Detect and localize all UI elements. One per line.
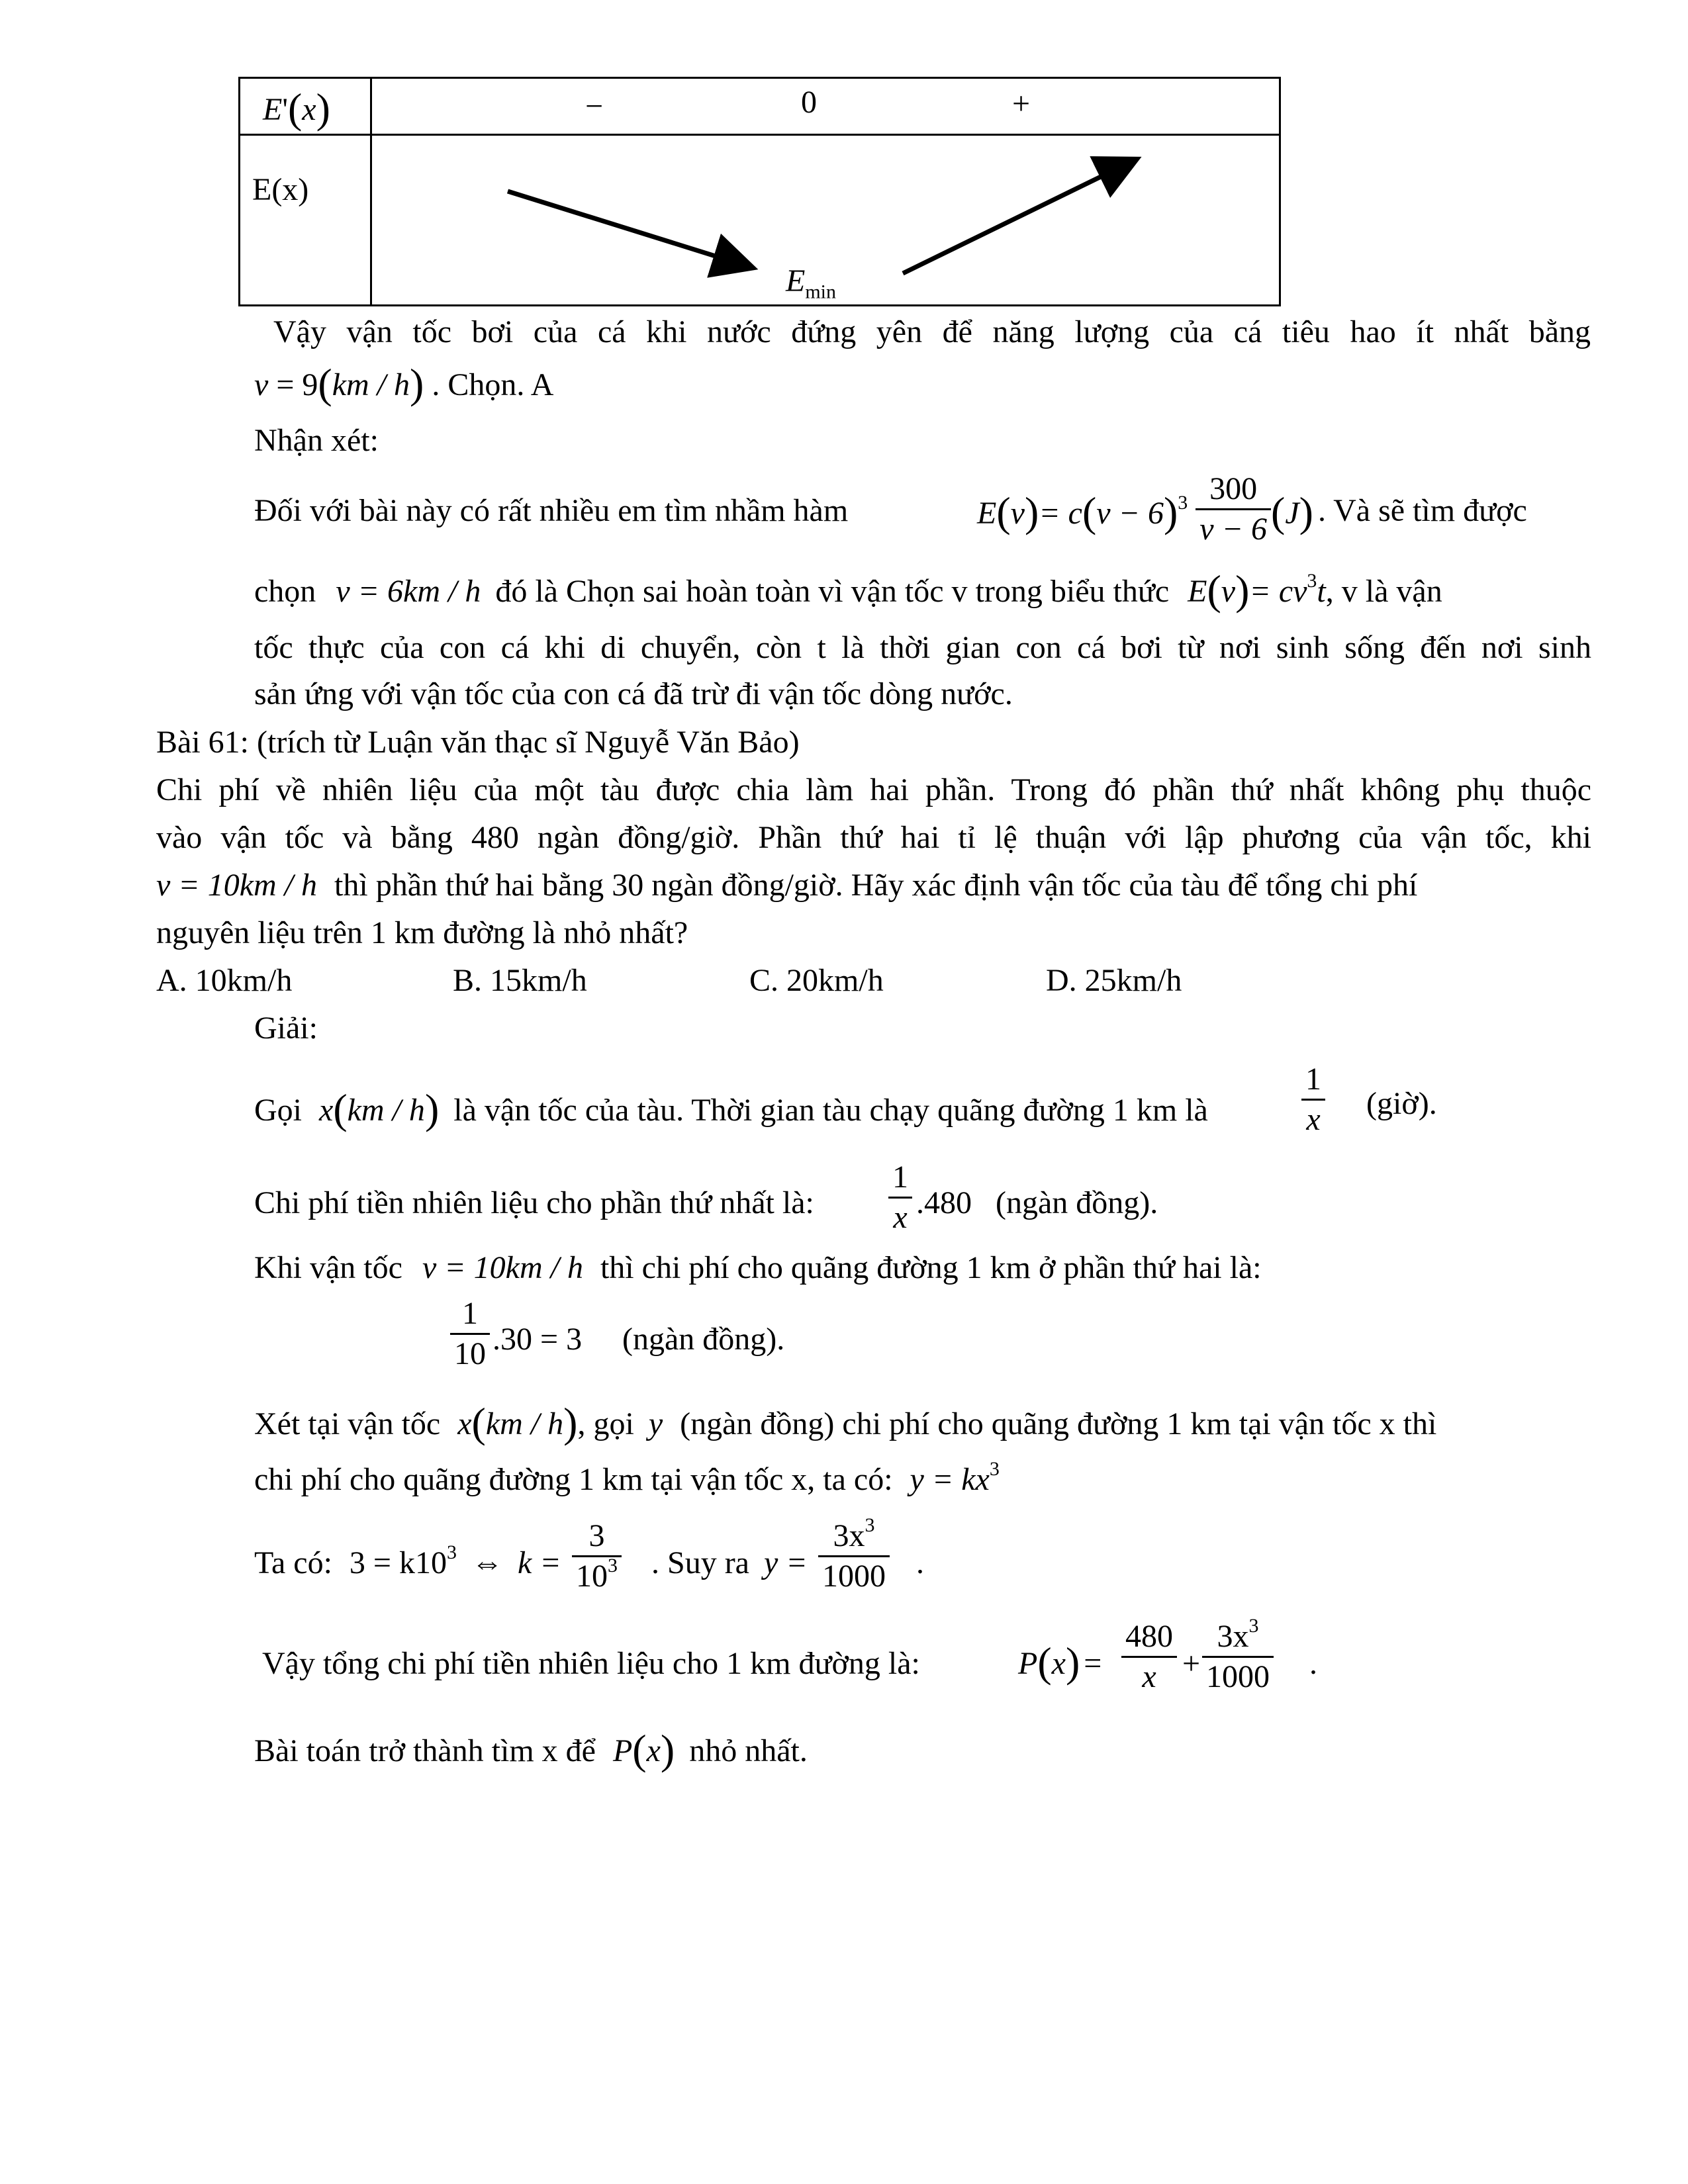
conclusion-line-2: v = 9(km / h) . Chọn. A — [254, 360, 554, 407]
solution-step-6: chi phí cho quãng đường 1 km tại vận tốc x, ta có: $y = kx^3$ — [254, 1458, 1000, 1497]
problem-title: Bài 61: (trích từ Luận văn thạc sĩ Nguyễ Văn Bảo) — [156, 725, 800, 760]
problem-line-4: nguyên liệu trên 1 km đường là nhỏ nhất? — [156, 915, 688, 950]
solution-step-9: Bài toán trở thành tìm x để P(x) nhỏ nhất. — [254, 1726, 808, 1773]
remark-line-2: chọn v = 6km / h đó là Chọn sai hoàn toàn vì vận tốc v trong biểu thức $E(v)= cv^3t$, v là vận — [254, 567, 1442, 614]
remark-title: Nhận xét: — [254, 423, 379, 458]
sign-zero: 0 — [801, 85, 817, 120]
option-b: B. 15km/h — [453, 963, 587, 998]
problem-line-2: vào vận tốc và bằng 480 ngàn đồng/giờ. Phần thứ hai tỉ lệ thuận với lập phương của vận tốc, khi — [156, 820, 1591, 855]
problem-line-3: v = 10km / h thì phần thứ hai bằng 30 ngàn đồng/giờ. Hãy xác định vận tốc của tàu để tổng chi phí — [156, 868, 1418, 903]
conclusion-line-1: Vậy vận tốc bơi của cá khi nước đứng yên để năng lượng của cá tiêu hao ít nhất bằng — [273, 314, 1591, 349]
sign-plus: + — [1012, 86, 1031, 121]
row-function-label: E(x) — [252, 172, 309, 207]
decreasing-arrow — [508, 191, 749, 267]
sign-minus: − — [585, 89, 604, 124]
increasing-arrow — [903, 161, 1133, 273]
solution-step-3: Khi vận tốc v = 10km / h thì chi phí cho quãng đường 1 km ở phần thứ hai là: — [254, 1250, 1262, 1285]
emin-label: $E_{min}$ — [786, 263, 836, 303]
solution-step-4: $\frac{1}{10}$ .30 = 3 (ngàn đồng). — [450, 1297, 1112, 1383]
solution-step-7: Ta có: $3 = k10^3$ ⇔ k = $\frac{3}{10^3}$ . Suy ra y = $\frac{3x^3}{1000}$ . — [254, 1514, 924, 1594]
option-a: A. 10km/h — [156, 963, 293, 998]
derivative-signs-cell — [371, 78, 1280, 135]
row-derivative-label-cell — [240, 78, 371, 135]
remark-line-4: sản ứng với vận tốc của con cá đã trừ đi vận tốc dòng nước. — [254, 676, 1013, 711]
option-c: C. 20km/h — [749, 963, 884, 998]
variation-table — [238, 77, 1281, 306]
solution-step-2: Chi phí tiền nhiên liệu cho phần thứ nhất là: $\frac{1}{x}$ .480 (ngàn đồng). — [254, 1160, 1158, 1236]
remark-wrong-formula: $E(v)= c(v - 6)^3$ $\frac{300}{v - 6}$ (J) — [977, 471, 1313, 547]
problem-line-1: Chi phí về nhiên liệu của một tàu được chia làm hai phần. Trong đó phần thứ nhất không phụ thuộc — [156, 772, 1591, 807]
function-variation-cell — [371, 135, 1280, 306]
row-derivative-label: E'(x) — [263, 85, 330, 132]
remark-line-1: Đối với bài này có rất nhiều em tìm nhầm hàm $E(v)= c(v - 6)^3$ $\frac{300}{v - 6}$ (J) . Và sẽ tìm được — [254, 471, 1527, 547]
solution-step-8: Vậy tổng chi phí tiền nhiên liệu cho 1 km đường là: P(x) = $\frac{480}{x}$ + $\frac{3x^3}{1000}$ . — [262, 1615, 1317, 1695]
solution-step-1: Gọi x(km / h) là vận tốc của tàu. Thời gian tàu chạy quãng đường 1 km là $\frac{1}{x}$ (giờ). — [254, 1062, 1437, 1138]
option-d: D. 25km/h — [1046, 963, 1182, 998]
remark-line-3: tốc thực của con cá khi di chuyển, còn t là thời gian con cá bơi từ nơi sinh sống đến nơi sinh — [254, 630, 1591, 665]
solution-title: Giải: — [254, 1011, 318, 1046]
row-function-label-cell — [240, 135, 371, 306]
solution-step-5: Xét tại vận tốc x(km / h), gọi y (ngàn đồng) chi phí cho quãng đường 1 km tại vận tốc x thì — [254, 1399, 1437, 1446]
